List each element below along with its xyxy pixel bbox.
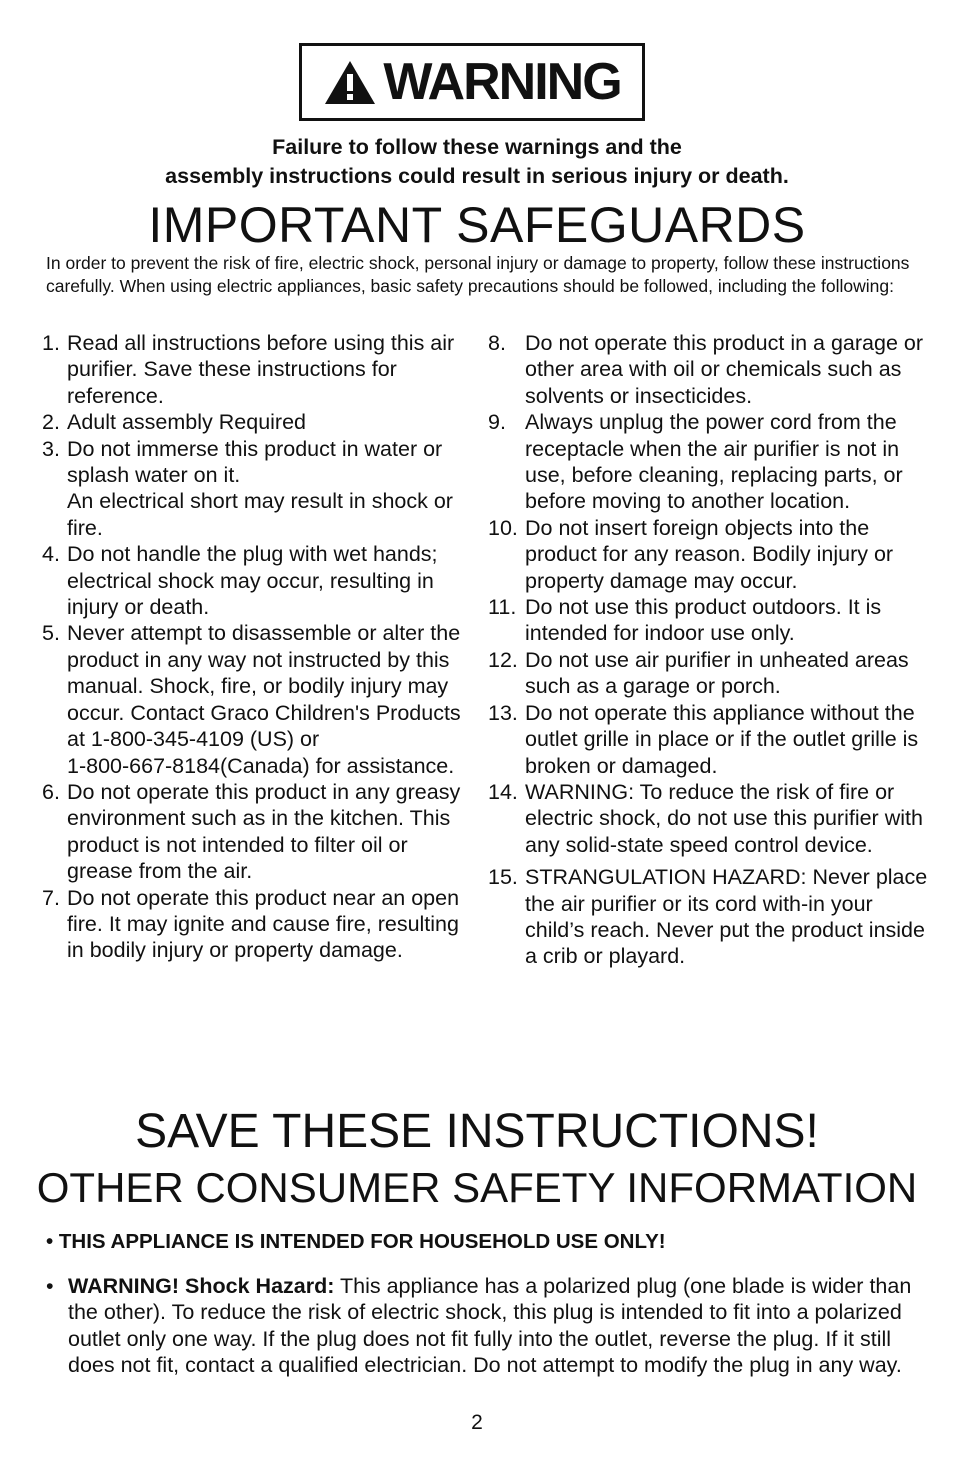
list-item: [488, 779, 928, 858]
safeguards-list-right: [488, 330, 928, 970]
item-text: Do not use this product outdoors. It is intended for indoor use only.: [525, 595, 882, 646]
failure-notice: [0, 133, 954, 191]
item-number: 5.: [42, 621, 60, 646]
list-item: [488, 700, 928, 779]
bullet-mark: •: [46, 1274, 54, 1298]
item-number: 13.: [488, 700, 518, 725]
list-item: [488, 515, 928, 594]
list-item: [42, 330, 472, 409]
warning-triangle-icon: [323, 58, 377, 106]
item-number: 8.: [488, 331, 506, 355]
item-text: [67, 620, 472, 778]
page-title: IMPORTANT SAFEGUARDS: [148, 197, 806, 253]
intro-paragraph: In order to prevent the risk of fire, electric shock, personal injury or damage to property, follow these instructions carefully. When using electric appliances, basic safety precautions should be followed, including the following:: [46, 253, 910, 296]
item-number: 9.: [488, 410, 506, 435]
item-text: Always unplug the power cord from the receptacle when the air purifier is not in use, before cleaning, replacing parts, or before moving to another location.: [525, 410, 903, 514]
warning-label: WARNING: [383, 53, 621, 111]
failure-line-2: assembly instructions could result in serious injury or death.: [165, 164, 789, 188]
list-item: [42, 541, 472, 620]
list-item: [488, 647, 928, 700]
item-number: 15.: [488, 865, 518, 890]
item-text: WARNING: To reduce the risk of fire or electric shock, do not use this purifier with any solid-state speed control device.: [525, 779, 923, 857]
item-text: Do not handle the plug with wet hands; electrical shock may occur, resulting in injury or death.: [67, 542, 438, 620]
item-text: Adult assembly Required: [67, 410, 307, 435]
warning-banner: [299, 43, 645, 121]
item-text: Read all instructions before using this air purifier. Save these instructions for reference.: [67, 331, 455, 408]
list-item: [42, 779, 472, 885]
item-text: Do not insert foreign objects into the product for any reason. Bodily injury or property damage may occur.: [525, 515, 894, 593]
item-number: 11.: [488, 595, 517, 620]
item-number: 12.: [488, 647, 518, 672]
shock-hazard-text: This appliance has a polarized plug (one blade is wider than the other). To reduce the risk of electric shock, this plug is intended to fit into a polarized outlet only one way. If the plug does not fit fully into the outlet, reverse the plug. If it still does not fit, contact a qualified electrician. Do not attempt to modify the plug in any way.: [68, 1274, 912, 1378]
bullet-text: THIS APPLIANCE IS INTENDED FOR HOUSEHOLD USE ONLY!: [58, 1230, 666, 1253]
list-item: [488, 594, 928, 647]
list-item: [488, 409, 928, 515]
item-text-part: 1-800-667-8184(Canada) for assistance.: [67, 753, 455, 778]
item-text-part: Do not immerse this product in water or splash water on it.: [67, 436, 443, 488]
bullet-body: [68, 1273, 926, 1379]
item-number: 1.: [42, 331, 60, 355]
item-number: 10.: [488, 515, 518, 540]
bullet-mark: •: [46, 1230, 54, 1253]
household-use-bullet: [46, 1228, 926, 1256]
item-text: Do not operate this appliance without the outlet grille in place or if the outlet grille is broken or damaged.: [525, 700, 919, 778]
item-text: Do not operate this product near an open fire. It may ignite and cause fire, resulting in bodily injury or property damage.: [67, 885, 460, 963]
shock-hazard-bullet: [46, 1273, 926, 1379]
item-text: Do not operate this product in any greasy environment such as in the kitchen. This product is not intended to filter oil or grease from the air.: [67, 779, 461, 884]
item-number: 6.: [42, 779, 60, 804]
item-number: 7.: [42, 885, 60, 910]
item-number: 14.: [488, 779, 518, 804]
item-text-part: Never attempt to disassemble or alter the product in any way not instructed by this manual. Shock, fire, or bodily injury may occur. Contact Graco Children's Products: [67, 621, 461, 725]
list-item: [488, 864, 928, 970]
shock-hazard-label: WARNING! Shock Hazard:: [68, 1274, 335, 1298]
list-item: [42, 436, 472, 542]
list-item: [488, 330, 928, 409]
item-text: [67, 436, 472, 542]
item-text: Do not use air purifier in unheated areas such as a garage or porch.: [525, 647, 909, 699]
other-safety-heading: OTHER CONSUMER SAFETY INFORMATION: [36, 1164, 918, 1211]
safeguards-list-left: [42, 330, 472, 964]
page-number: 2: [471, 1411, 483, 1434]
list-item: [42, 620, 472, 778]
failure-line-1: Failure to follow these warnings and the: [272, 135, 682, 159]
item-number: 4.: [42, 542, 60, 567]
item-text: Do not operate this product in a garage or other area with oil or chemicals such as solvents or insecticides.: [525, 331, 924, 408]
list-item: [42, 409, 472, 435]
item-text-part: An electrical short may result in shock or fire.: [67, 489, 453, 540]
item-text-part: at 1-800-345-4109 (US) or: [67, 727, 320, 752]
item-number: 2.: [42, 410, 60, 435]
item-text: STRANGULATION HAZARD: Never place the air purifier or its cord with-in your child’s reach. Never put the product inside a crib or playard.: [525, 865, 928, 969]
list-item: [42, 885, 472, 964]
save-instructions-heading: SAVE THESE INSTRUCTIONS!: [135, 1105, 819, 1158]
item-number: 3.: [42, 436, 60, 461]
